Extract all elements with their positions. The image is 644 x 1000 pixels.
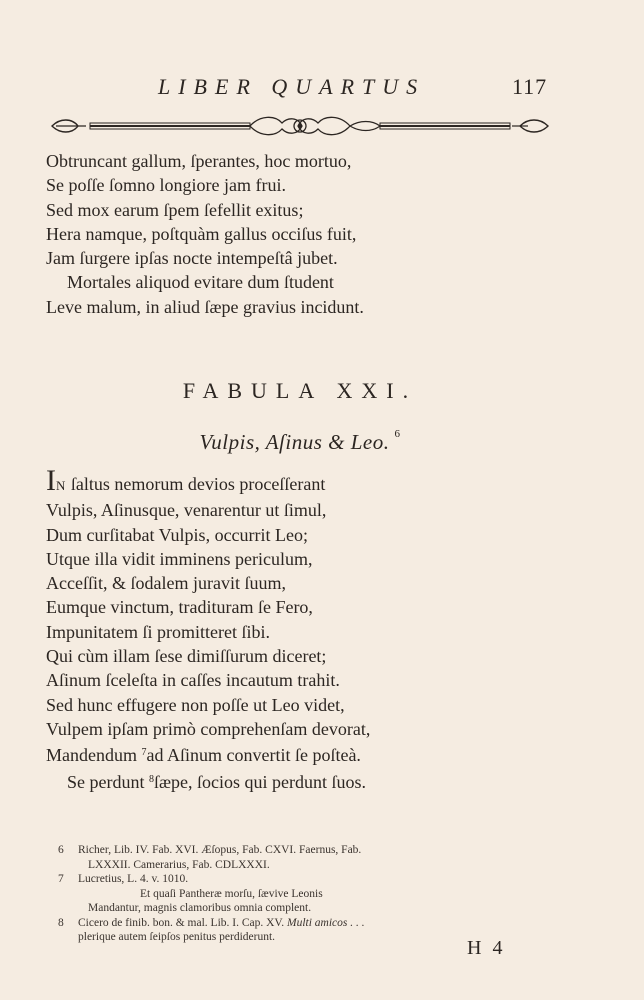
footnote-continuation: plerique autem ſeipſos penitus perdiderunt. (78, 931, 276, 943)
verse-line: Mortales aliquod evitare dum ſtudent (67, 272, 334, 293)
verse-line: Sed mox earum ſpem ſefellit exitus; (46, 199, 304, 220)
verse-line-text: ſaltus nemorum devios proceſſerant (66, 474, 326, 494)
footnote-quotation: Mandantur, magnis clamoribus omnia complent. (88, 902, 312, 914)
footnote-number: 8 (58, 916, 64, 929)
running-head: LIBER QUARTUS (158, 74, 426, 99)
footnote-continuation: LXXXII. Camerarius, Fab. CDLXXXI. (88, 858, 270, 871)
footnotes (58, 843, 365, 945)
fable-subtitle (0, 428, 580, 455)
footnote-number: 7 (58, 873, 64, 885)
verse-line: Obtruncant gallum, ſperantes, hoc mortuo, (46, 151, 352, 171)
footnote-text: Lucretius, L. 4. v. 1010. (78, 873, 189, 885)
signature-mark: H 4 (467, 937, 506, 959)
verse-line-mandendum (46, 741, 370, 767)
verse-line-text: Se perdunt (67, 771, 149, 792)
footnote-7 (58, 872, 365, 887)
verse-block-main (46, 464, 371, 794)
verse-line: Utque illa vidit imminens periculum, (46, 548, 313, 569)
verse-line: Acceſſit, & ſodalem juravit ſuum, (46, 573, 286, 594)
verse-line: Eumque vinctum, tradituram ſe Fero, (46, 597, 313, 618)
verse-line: Se poſſe ſomno longiore jam frui. (46, 175, 286, 196)
verse-line-last (46, 768, 370, 794)
footnote-marker: 8 (148, 773, 154, 785)
verse-block-top (46, 149, 364, 319)
verse-line-first (46, 464, 370, 498)
ornament-rule (50, 113, 550, 139)
footnote-marker: 7 (141, 747, 147, 759)
verse-line: Leve malum, in aliud ſæpe gravius incidunt. (46, 296, 364, 317)
footnote-quotation: Et quaſi Pantheræ morſu, ſævive Leonis (140, 887, 323, 900)
verse-line: Vulpem ipſam primò comprehenſam devorat, (46, 718, 371, 739)
footnote-text: Richer, Lib. IV. Fab. XVI. Æſopus, Fab. CXVI. Faernus, Fab. (78, 844, 362, 856)
verse-line: Sed hunc effugere non poſſe ut Leo videt, (46, 694, 345, 715)
footnote-8 (58, 916, 365, 931)
page-number: 117 (512, 74, 548, 99)
verse-line: Qui cùm illam ſese dimiſſurum diceret; (46, 646, 327, 667)
verse-line: Jam ſurgere ipſas nocte intempeſtâ jubet. (46, 248, 338, 269)
verse-line-text: ad Aſinum convertit ſe poſteà. (146, 745, 361, 766)
verse-line: Aſinum ſceleſta in caſſes incautum trahit. (46, 670, 340, 691)
verse-line: Vulpis, Aſinusque, venarentur ut ſimul, (46, 500, 327, 521)
footnote-number: 6 (58, 844, 64, 856)
fable-subtitle-text: Vulpis, Aſinus & Leo. (199, 430, 390, 454)
verse-line: Impunitatem ſi promitteret ſibi. (46, 621, 270, 642)
footnote-italic-text: Multi amicos . . . (287, 916, 365, 929)
verse-line-text: Mandendum (46, 745, 142, 766)
footnote-text: Cicero de finib. bon. & mal. Lib. I. Cap. XV. (78, 916, 285, 929)
drop-cap: I (46, 464, 56, 497)
verse-line: Hera namque, poſtquàm gallus occiſus fuit, (46, 223, 357, 244)
verse-line: Dum curſitabat Vulpis, occurrit Leo; (46, 524, 309, 545)
small-cap: N (56, 478, 67, 493)
verse-line-text: ſæpe, ſocios qui perdunt ſuos. (153, 771, 366, 792)
footnote-6 (58, 843, 365, 858)
fable-title: FABULA XXI. (182, 378, 418, 403)
footnote-marker: 6 (394, 428, 401, 440)
